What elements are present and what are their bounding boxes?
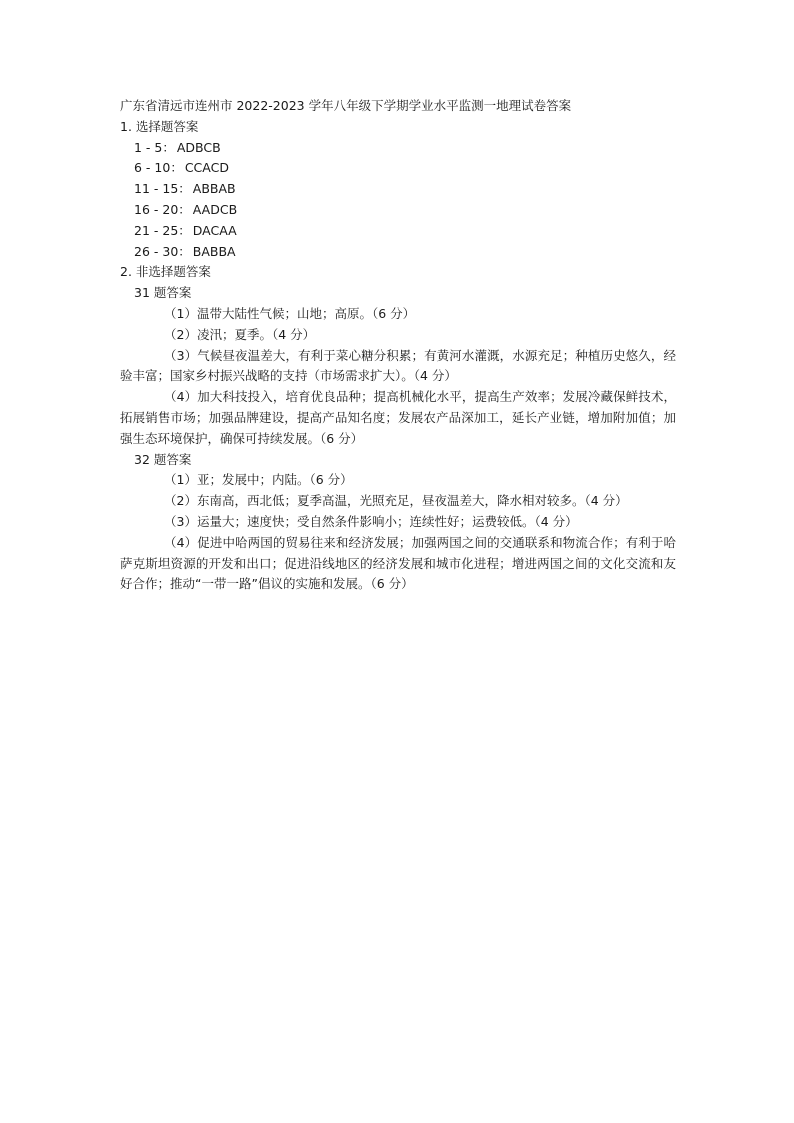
mc-question-range: 11 - 15： — [134, 181, 191, 197]
mc-answer-row — [120, 221, 676, 242]
question-31-answer-1: （1）温带大陆性气候；山地；高原。（6 分） — [164, 305, 416, 321]
question-31-answer-4: （4）加大科技投入，培育优良品种；提高机械化水平，提高生产效率；发展冷藏保鲜技术，拓展销售市场；加强品牌建设，提高产品知名度；发展农产品深加工，延长产业链，增加附加值；加强生态环境保护，确保可持续发展。（6 分） — [120, 389, 676, 446]
section-multiple-choice-title: 1. 选择题答案 — [120, 118, 199, 134]
mc-answer-row — [120, 242, 676, 263]
document-title: 广东省清远市连州市 2022-2023 学年八年级下学期学业水平监测一地理试卷答案 — [120, 98, 572, 113]
mc-answer-row — [120, 200, 676, 221]
mc-answer-row — [120, 179, 676, 200]
mc-question-range: 26 - 30： — [134, 243, 191, 259]
question-31-title: 31 题答案 — [134, 285, 192, 301]
question-32-answer-2: （2）东南高，西北低；夏季高温，光照充足，昼夜温差大，降水相对较多。（4 分） — [164, 493, 628, 509]
mc-question-range: 16 - 20： — [134, 201, 191, 217]
question-32-answer-4: （4）促进中哈两国的贸易往来和经济发展；加强两国之间的交通联系和物流合作；有利于哈萨克斯坦资源的开发和出口；促进沿线地区的经济发展和城市化进程；增进两国之间的文化交流和友好合作；推动“一带一路”倡议的实施和发展。（6 分） — [120, 534, 676, 592]
question-31-answer-3: （3）气候昼夜温差大，有利于菜心糖分积累；有黄河水灌溉，水源充足；种植历史悠久，经验丰富；国家乡村振兴战略的支持（市场需求扩大）。（4 分） — [120, 347, 676, 384]
mc-answer-key: CCACD — [184, 160, 229, 176]
question-32-title: 32 题答案 — [134, 451, 192, 467]
mc-answer-key: AADCB — [192, 201, 238, 217]
mc-question-range: 6 - 10： — [134, 160, 183, 176]
mc-answer-key: ABBAB — [192, 181, 236, 197]
mc-answer-key: BABBA — [192, 243, 236, 259]
section-free-response-title: 2. 非选择题答案 — [120, 264, 211, 280]
answer-document — [120, 96, 676, 595]
mc-answer-row — [120, 138, 676, 159]
question-32-answer-1: （1）亚；发展中；内陆。（6 分） — [164, 472, 353, 488]
mc-answer-row — [120, 158, 676, 179]
mc-answer-key: ADBCB — [176, 139, 221, 155]
mc-question-range: 1 - 5： — [134, 139, 175, 155]
mc-question-range: 21 - 25： — [134, 222, 191, 238]
mc-answer-key: DACAA — [192, 222, 237, 238]
question-31-answer-2: （2）凌汛；夏季。（4 分） — [164, 326, 316, 342]
question-32-answer-3: （3）运量大；速度快；受自然条件影响小；连续性好；运费较低。（4 分） — [164, 513, 578, 529]
